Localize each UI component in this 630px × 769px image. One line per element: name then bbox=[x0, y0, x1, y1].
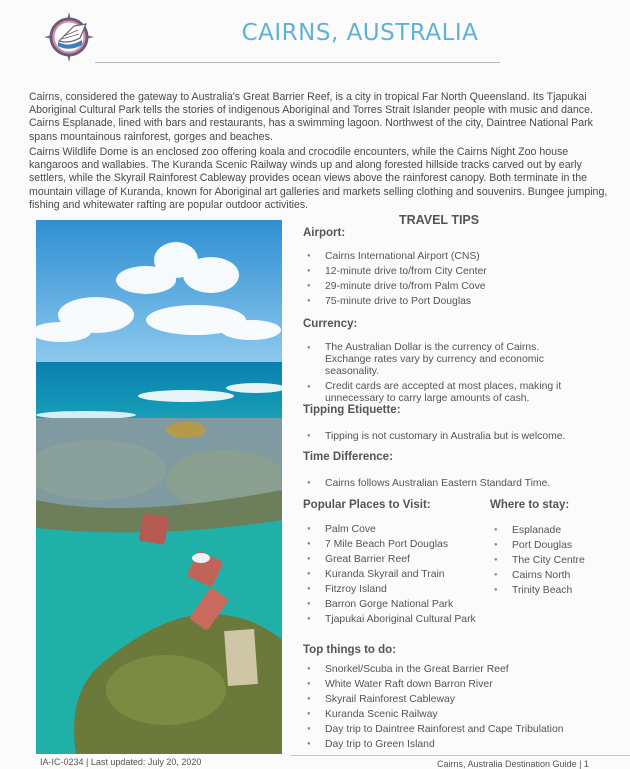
list-item: ● Cairns North bbox=[494, 568, 624, 583]
popular-places-heading: Popular Places to Visit: bbox=[303, 499, 431, 511]
list-item: ● 29-minute drive to/from Palm Cove bbox=[307, 279, 607, 294]
list-item: ● Tipping is not customary in Australia but is welcome. bbox=[307, 429, 607, 444]
list-item: ● Kuranda Scenic Railway bbox=[307, 707, 617, 722]
airport-list bbox=[307, 249, 607, 309]
cruise-ship-logo-icon bbox=[44, 12, 94, 62]
list-item: ● The City Centre bbox=[494, 553, 624, 568]
list-item: ● White Water Raft down Barron River bbox=[307, 677, 617, 692]
list-item: ● Barron Gorge National Park bbox=[307, 597, 497, 612]
list-item: ● Port Douglas bbox=[494, 538, 624, 553]
list-item: ● Cairns follows Australian Eastern Standard Time. bbox=[307, 476, 607, 491]
list-item: ● Cairns International Airport (CNS) bbox=[307, 249, 607, 264]
currency-list bbox=[307, 342, 577, 408]
list-item: ● The Australian Dollar is the currency of Cairns. Exchange rates vary by currency and economic seasonality. bbox=[307, 342, 577, 378]
popular-places-list bbox=[307, 522, 497, 627]
list-item: ● 12-minute drive to/from City Center bbox=[307, 264, 607, 279]
list-item: ● Esplanade bbox=[494, 523, 624, 538]
top-things-heading: Top things to do: bbox=[303, 644, 397, 656]
list-item: ● Day trip to Daintree Rainforest and Cape Tribulation bbox=[307, 722, 617, 737]
page-title: CAIRNS, AUSTRALIA bbox=[241, 20, 479, 46]
footer-document-id: IA-IC-0234 | Last updated: July 20, 2020 bbox=[40, 757, 202, 767]
page-header bbox=[0, 0, 630, 80]
time-difference-list bbox=[307, 476, 607, 491]
list-item: ● Kuranda Skyrail and Train bbox=[307, 567, 497, 582]
list-item: ● Tjapukai Aboriginal Cultural Park bbox=[307, 612, 497, 627]
tipping-list bbox=[307, 429, 607, 444]
footer-page-label: Cairns, Australia Destination Guide | 1 bbox=[437, 759, 589, 769]
intro-paragraph-2: Cairns Wildlife Dome is an enclosed zoo offering koala and crocodile encounters, while the Cairns Night Zoo house kangaroos and wallabies. The Kuranda Scenic Railway winds up and along forested hillside tracks carved out by early settlers, while the Skyrail Rainforest Cableway provides ocean views above the rainforest canopy. Both terminate in the mountain village of Kuranda, known for Aboriginal art galleries and markets selling clothing and souvenirs. Bungee jumping, fishing and whitewater rafting are popular outdoor activities. bbox=[29, 146, 608, 211]
travel-tips-title: TRAVEL TIPS bbox=[399, 213, 480, 227]
footer-divider bbox=[290, 755, 630, 756]
tipping-heading: Tipping Etiquette: bbox=[303, 404, 401, 416]
list-item: ● Credit cards are accepted at most places, making it unnecessary to carry large amounts of cash. bbox=[307, 381, 577, 405]
where-to-stay-list bbox=[494, 523, 624, 598]
list-item: ● Trinity Beach bbox=[494, 583, 624, 598]
airport-heading: Airport: bbox=[303, 227, 346, 239]
list-item: ● 75-minute drive to Port Douglas bbox=[307, 294, 607, 309]
title-divider bbox=[95, 62, 500, 63]
reef-photo bbox=[36, 220, 282, 754]
currency-heading: Currency: bbox=[303, 318, 358, 330]
where-to-stay-heading: Where to stay: bbox=[490, 499, 570, 511]
list-item: ● Day trip to Green Island bbox=[307, 737, 617, 752]
reef-photo-illustration bbox=[36, 220, 282, 754]
time-difference-heading: Time Difference: bbox=[303, 451, 393, 463]
list-item: ● 7 Mile Beach Port Douglas bbox=[307, 537, 497, 552]
top-things-list bbox=[307, 662, 617, 752]
list-item: ● Great Barrier Reef bbox=[307, 552, 497, 567]
list-item: ● Fitzroy Island bbox=[307, 582, 497, 597]
list-item: ● Palm Cove bbox=[307, 522, 497, 537]
list-item: ● Snorkel/Scuba in the Great Barrier Reef bbox=[307, 662, 617, 677]
list-item: ● Skyrail Rainforest Cableway bbox=[307, 692, 617, 707]
intro-paragraph-1: Cairns, considered the gateway to Australia's Great Barrier Reef, is a city in tropical Far North Queensland. Its Tjapukai Aboriginal Cultural Park tells the stories of indigenous Aboriginal and Torres Strait Islander people with music and dance. Cairns Esplanade, lined with bars and restaurants, has a swimming lagoon. Northwest of the city, Daintree National Park spans mountainous rainforest, gorges and beaches. bbox=[29, 91, 593, 143]
